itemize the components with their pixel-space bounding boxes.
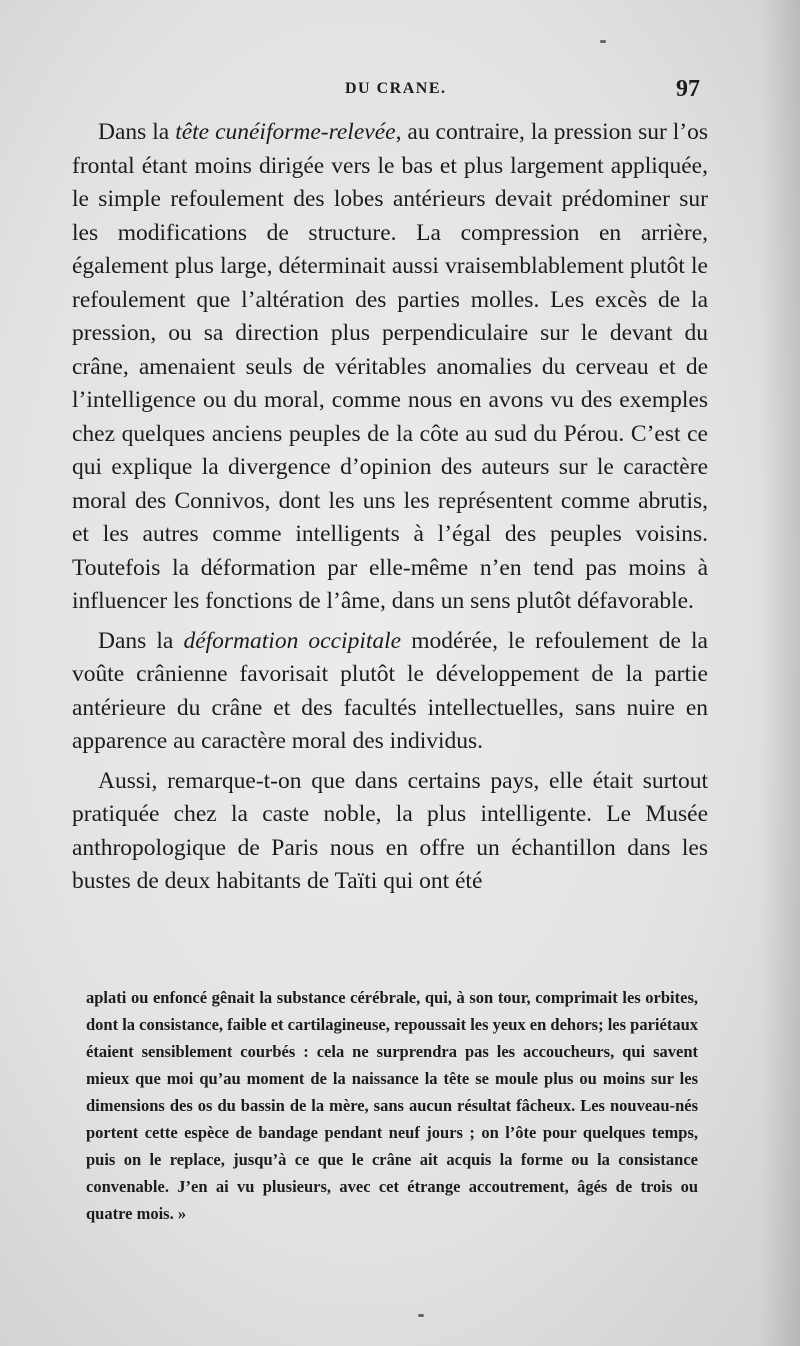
italic-term: déformation occipitale	[183, 627, 402, 654]
footnote-text: aplati ou enfoncé gênait la substance cérébrale, qui, à son tour, comprimait les orbites, dont la consistance, faible et cartilagineuse, repoussait les yeux en dehors; les pariétaux étaient sensiblement courbés : cela ne surprendra pas les accoucheurs, qui savent mieux que moi qu’au moment de la naissance la tête se moule plus ou moins sur les dimensions des os du bassin de la mère, sans aucun résultat fâcheux. Les nouveau-nés portent cette espèce de bandage pendant neuf jours ; on l’ôte pour quelques temps, puis on le replace, jusqu’à ce que le crâne ait acquis la forme ou la consistance convenable. J’en ai vu plusieurs, avec cet étrange accoutrement, âgés de trois ou quatre mois. »	[86, 988, 698, 1223]
paragraph: Dans la déformation occipitale modérée, le refoulement de la voûte crânienne favorisait plutôt le développement de la partie antérieure du crâne et des facultés intellectuelles, sans nuire en apparence au caractère moral des individus.	[72, 627, 708, 754]
running-head: DU CRANE.	[345, 80, 447, 97]
page-edge-shadow	[760, 0, 800, 1346]
print-speck	[600, 40, 606, 43]
page-number: 97	[676, 76, 700, 102]
paragraph: Aussi, remarque-t-on que dans certains pays, elle était surtout pratiquée chez la caste noble, la plus intelligente. Le Musée anthropologique de Paris nous en offre un échantillon dans les bustes de deux habitants de Taïti qui ont été	[72, 767, 708, 894]
footnote	[86, 984, 698, 1227]
main-text	[72, 116, 708, 905]
page-header	[0, 78, 800, 108]
paragraph: Dans la tête cunéiforme-relevée, au contraire, la pression sur l’os frontal étant moins dirigée vers le bas et plus largement appliquée, le simple refoulement des lobes antérieurs devait prédominer sur les modifications de structure. La compression en arrière, également plus large, déterminait aussi vraisemblablement plutôt le refoulement que l’altération des parties molles. Les excès de la pression, ou sa direction plus perpendiculaire sur le devant du crâne, amenaient seuls de véritables anomalies du cerveau et de l’intelligence ou du moral, comme nous en avons vu des exemples chez quelques anciens peuples de la côte au sud du Pérou. C’est ce qui explique la divergence d’opinion des auteurs sur le caractère moral des Connivos, dont les uns les représentent comme abrutis, et les autres comme intelligents à l’égal des peuples voisins. Toutefois la déformation par elle-même n’en tend pas moins à influencer les fonctions de l’âme, dans un sens plutôt défavorable.	[72, 119, 708, 614]
italic-term: tête cunéiforme-relevée	[175, 119, 396, 145]
print-speck	[418, 1314, 424, 1317]
